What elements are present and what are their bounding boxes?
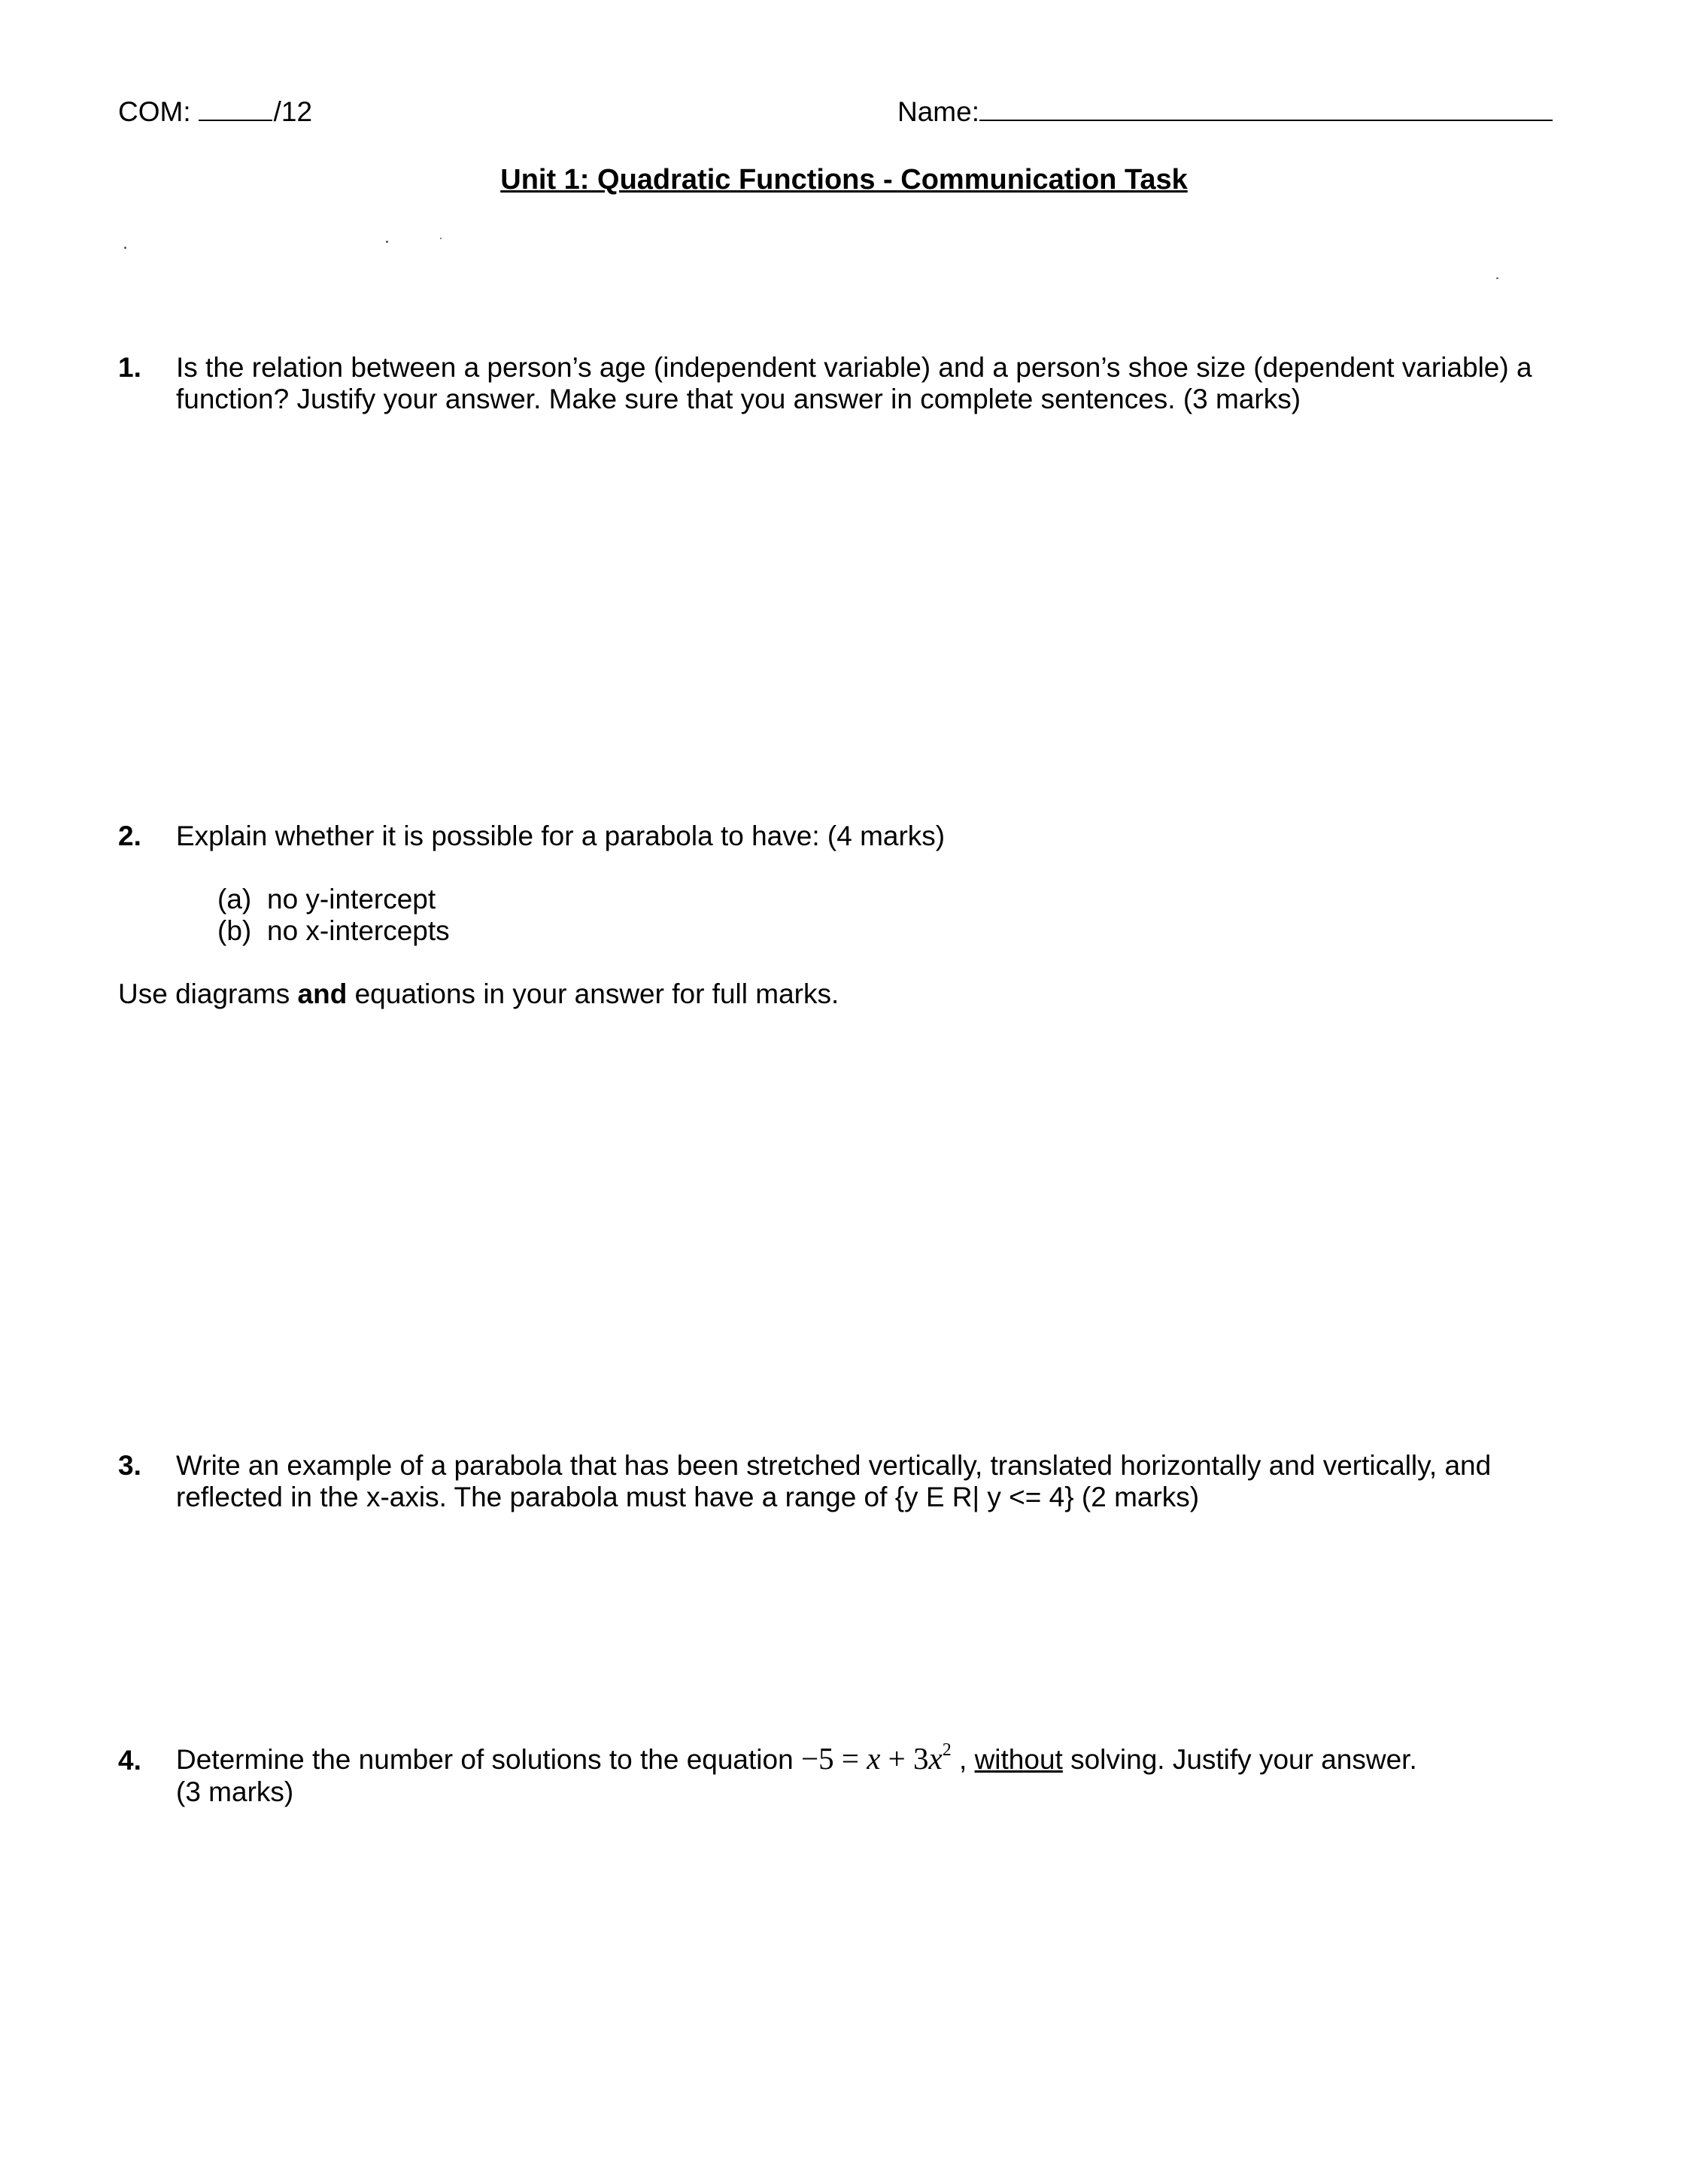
part-a-text: no y-intercept xyxy=(267,884,436,915)
part-b-text: no x-intercepts xyxy=(267,915,450,946)
question-2-number: 2. xyxy=(118,821,141,851)
eq-x: x xyxy=(867,1741,881,1776)
part-a-label: (a) xyxy=(217,884,252,915)
question-2-part-b xyxy=(217,915,450,948)
note-after: equations in your answer for full marks. xyxy=(347,978,839,1009)
eq-lhs: −5 = xyxy=(800,1741,867,1776)
question-3-line-1: Write an example of a parabola that has been stretched vertically, translated horizontally and vertically, and xyxy=(176,1450,1492,1481)
question-2-note xyxy=(118,978,839,1011)
question-4-line-1 xyxy=(176,1740,1545,1776)
page-title: Unit 1: Quadratic Functions - Communication Task xyxy=(500,164,1188,196)
question-2-part-a xyxy=(217,884,436,916)
eq-plus-three: + 3 xyxy=(880,1741,929,1776)
q4-without: without xyxy=(974,1744,1063,1775)
q4-equation xyxy=(801,1741,952,1776)
com-score-blank[interactable] xyxy=(199,97,272,121)
question-4-line-2: (3 marks) xyxy=(176,1776,294,1807)
name-label: Name: xyxy=(897,96,979,127)
question-3-line-2: reflected in the x-axis. The parabola must have a range of {y E R| y <= 4} (2 marks) xyxy=(176,1482,1200,1512)
eq-exponent: 2 xyxy=(942,1740,952,1760)
part-b-label: (b) xyxy=(217,915,252,946)
com-label: COM: xyxy=(118,96,191,127)
note-bold: and xyxy=(297,978,348,1009)
q4-comma: , xyxy=(951,1744,975,1775)
scan-speck xyxy=(440,238,442,239)
question-1-line-2: function? Justify your answer. Make sure that you answer in complete sentences. (3 marks) xyxy=(176,384,1301,414)
question-2-text: Explain whether it is possible for a parabola to have: (4 marks) xyxy=(176,821,946,851)
eq-x-squared-base: x xyxy=(928,1741,943,1776)
question-1-line-1: Is the relation between a person’s age (independent variable) and a person’s shoe size (dependent variable) a xyxy=(176,352,1532,383)
note-before: Use diagrams xyxy=(118,978,298,1009)
name-blank[interactable] xyxy=(979,97,1553,121)
q4-text-after: solving. Justify your answer. xyxy=(1062,1744,1417,1775)
scan-speck xyxy=(1496,278,1498,279)
question-1-number: 1. xyxy=(118,352,141,383)
scan-speck xyxy=(124,247,126,249)
com-score-line xyxy=(118,96,312,129)
com-total: /12 xyxy=(273,96,313,127)
question-3-number: 3. xyxy=(118,1450,141,1481)
scan-speck xyxy=(386,241,388,243)
name-line xyxy=(897,96,1553,129)
question-4-number: 4. xyxy=(118,1745,141,1776)
q4-text-before: Determine the number of solutions to the equation xyxy=(176,1744,801,1775)
